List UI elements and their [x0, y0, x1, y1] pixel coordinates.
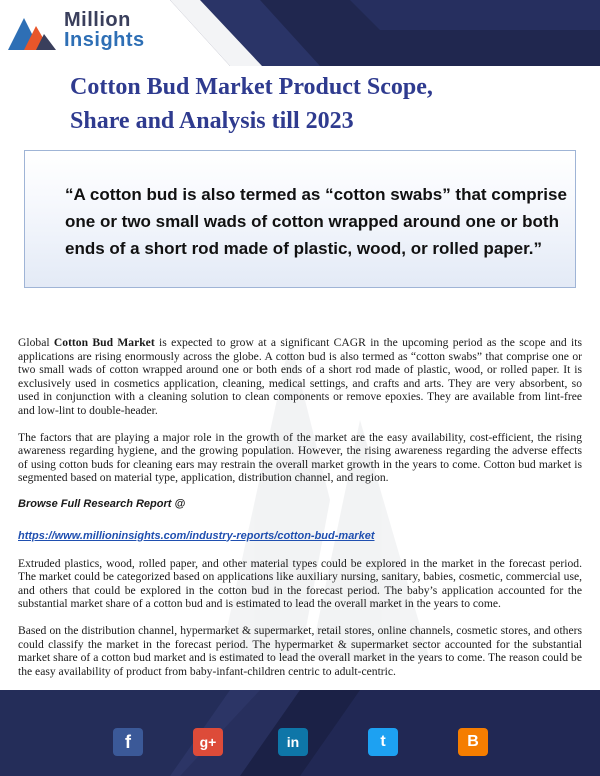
page-title	[70, 70, 570, 138]
twitter-icon: t	[380, 733, 386, 750]
logo-text-million: Million	[64, 9, 131, 31]
google-plus-icon: g+	[199, 734, 217, 750]
quote-text	[65, 181, 585, 262]
quote-line3: ends of a short rod made of plastic, wood, or rolled paper.”	[65, 239, 543, 258]
paragraph-factors: The factors that are playing a major role in the growth of the market are the easy availability, cost-efficient, the rising awareness regarding hygiene, and the growing population. However, the rising awareness regarding the adverse effects of using cotton buds for cleaning ears may restrain the overall market growth in the years to come. Cotton bud market is segmented based on material type, application, distribution channel, and region.	[18, 430, 582, 484]
quote-line1: “A cotton bud is also termed as “cotton swabs” that comprise	[65, 185, 567, 204]
twitter-button[interactable]	[368, 728, 398, 756]
logo-mark-icon	[6, 12, 60, 52]
page-title-line2: Share and Analysis till 2023	[70, 108, 354, 134]
paragraph-distribution: Based on the distribution channel, hypermarket & supermarket, retail stores, online channels, cosmetic stores, and others could classify the market in the forecast period. The hypermarket & supermarket sector accounted for the substantial market share of a cotton bud market and is estimated to lead the overall market in the years to come. The reason could be the easy availability of product from baby-infant-children centric to adult-centric.	[18, 624, 582, 678]
google-plus-button[interactable]	[193, 728, 223, 756]
quote-line2: one or two small wads of cotton wrapped around one or both	[65, 212, 559, 231]
report-link[interactable]: https://www.millioninsights.com/industry-reports/cotton-bud-market	[18, 529, 375, 542]
browse-report-label: Browse Full Research Report @	[18, 498, 186, 510]
page-title-line1: Cotton Bud Market Product Scope,	[70, 74, 433, 100]
logo-text-insights: Insights	[64, 29, 145, 51]
blogger-button[interactable]	[458, 728, 488, 756]
header-bar	[0, 0, 600, 64]
market-name: Cotton Bud Market	[53, 336, 155, 349]
article-body	[18, 336, 582, 692]
linkedin-icon: in	[286, 734, 300, 750]
quote-box	[24, 150, 576, 288]
paragraph-intro	[18, 336, 582, 417]
intro-rest: is expected to grow at a significant CAGR in the upcoming period as the scope and its applications are rising enormously across the globe. A cotton bud is also termed as “cotton swabs” that comprise one or two small wads of cotton wrapped around one or both ends of a short rod made of plastic, wood, or rolled paper. It is exclusively used in cosmetics application, cleaning, medical settings, and crafts and arts. They are very absorbent, so used in conjunction with a cleaning solution to clean components or remove epoxies. They are available from lint-free and low-lint to double-header.	[18, 336, 583, 417]
linkedin-button[interactable]	[278, 728, 308, 756]
footer-bar	[0, 690, 600, 776]
logo[interactable]	[6, 10, 156, 54]
facebook-button[interactable]	[113, 728, 143, 756]
intro-prefix: Global	[18, 336, 54, 349]
facebook-icon: f	[125, 732, 131, 752]
blogger-icon: B	[467, 733, 479, 750]
corner-decoration	[170, 0, 600, 66]
paragraph-material-types: Extruded plastics, wood, rolled paper, and other material types could be explored in the market in the forecast period. The market could be categorized based on applications like auxiliary nursing, sanitary, babies, cosmetic, commercial use, and others that could be explored in the cotton bud in the forecast period. The baby’s application accounted for the substantial market share of a cotton bud and is estimated to lead the overall market in the years to come.	[18, 556, 582, 610]
